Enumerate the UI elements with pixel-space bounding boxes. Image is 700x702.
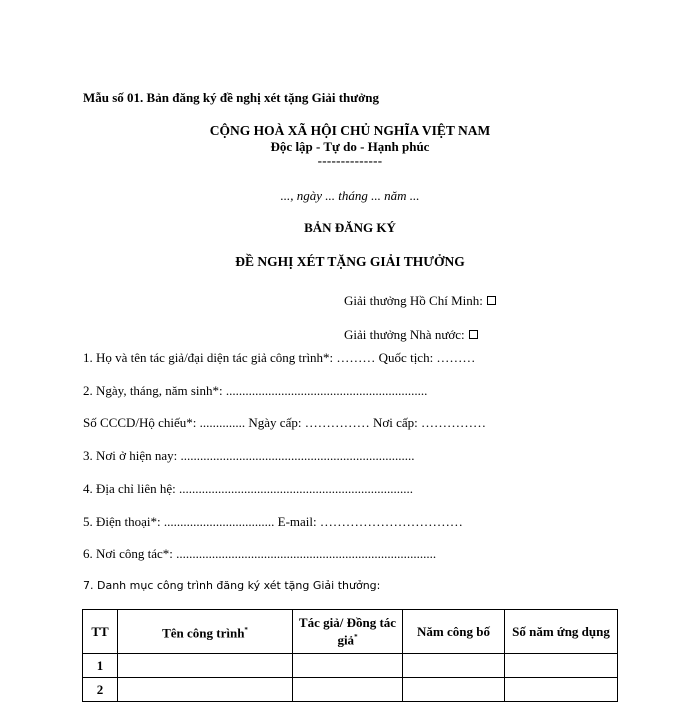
table-row xyxy=(83,678,618,702)
section-7-heading: 7. Danh mục công trình đăng ký xét tặng Giải thưởng: xyxy=(83,579,381,592)
row-cell[interactable] xyxy=(293,654,403,678)
row-cell[interactable] xyxy=(505,654,618,678)
award-ho-chi-minh xyxy=(344,293,496,309)
award-label: Giải thưởng Nhà nước: xyxy=(344,327,465,342)
field-id-card: Số CCCD/Hộ chiếu*: .............. Ngày cấp: …………… Nơi cấp: …………… xyxy=(83,415,486,430)
row-cell[interactable] xyxy=(293,678,403,702)
header-years-applied: Số năm ứng dụng xyxy=(505,610,618,654)
award-label: Giải thưởng Hồ Chí Minh: xyxy=(344,293,483,308)
row-cell[interactable] xyxy=(118,654,293,678)
field-birth-date: 2. Ngày, tháng, năm sinh*: .............................................................. xyxy=(83,383,428,398)
date-line: ..., ngày ... tháng ... năm ... xyxy=(280,188,420,203)
field-residence: 3. Nơi ở hiện nay: ........................................................................ xyxy=(83,448,415,463)
header-work-name: Tên công trình* xyxy=(118,610,293,654)
header-authors: Tác giả/ Đồng tác giả* xyxy=(293,610,403,654)
header-separator: -------------- xyxy=(317,153,383,168)
country-name: CỘNG HOÀ XÃ HỘI CHỦ NGHĨA VIỆT NAM xyxy=(209,123,491,138)
table-header-row xyxy=(83,610,618,654)
row-cell[interactable] xyxy=(505,678,618,702)
award-state-checkbox[interactable] xyxy=(469,330,478,339)
field-author-name: 1. Họ và tên tác giả/đại diện tác giả công trình*: ……… Quốc tịch: ……… xyxy=(83,350,476,365)
field-workplace: 6. Nơi công tác*: ................................................................................ xyxy=(83,546,437,561)
national-motto: Độc lập - Tự do - Hạnh phúc xyxy=(270,139,430,154)
header-publish-year: Năm công bố xyxy=(403,610,505,654)
header-tt: TT xyxy=(83,610,118,654)
row-tt: 1 xyxy=(83,654,118,678)
field-contact-address: 4. Địa chỉ liên hệ: ........................................................................ xyxy=(83,481,414,496)
row-cell[interactable] xyxy=(403,654,505,678)
row-cell[interactable] xyxy=(118,678,293,702)
award-ho-chi-minh-checkbox[interactable] xyxy=(487,296,496,305)
document-title: BẢN ĐĂNG KÝ xyxy=(304,220,396,235)
row-tt: 2 xyxy=(83,678,118,702)
works-table xyxy=(82,609,618,702)
document-subtitle: ĐỀ NGHỊ XÉT TẶNG GIẢI THƯỞNG xyxy=(235,254,465,269)
form-number: Mẫu số 01. Bản đăng ký đề nghị xét tặng Giải thưởng xyxy=(83,90,380,105)
table-row xyxy=(83,654,618,678)
row-cell[interactable] xyxy=(403,678,505,702)
award-state xyxy=(344,327,478,343)
field-phone-email: 5. Điện thoại*: .................................. E-mail: …………………………… xyxy=(83,514,463,529)
